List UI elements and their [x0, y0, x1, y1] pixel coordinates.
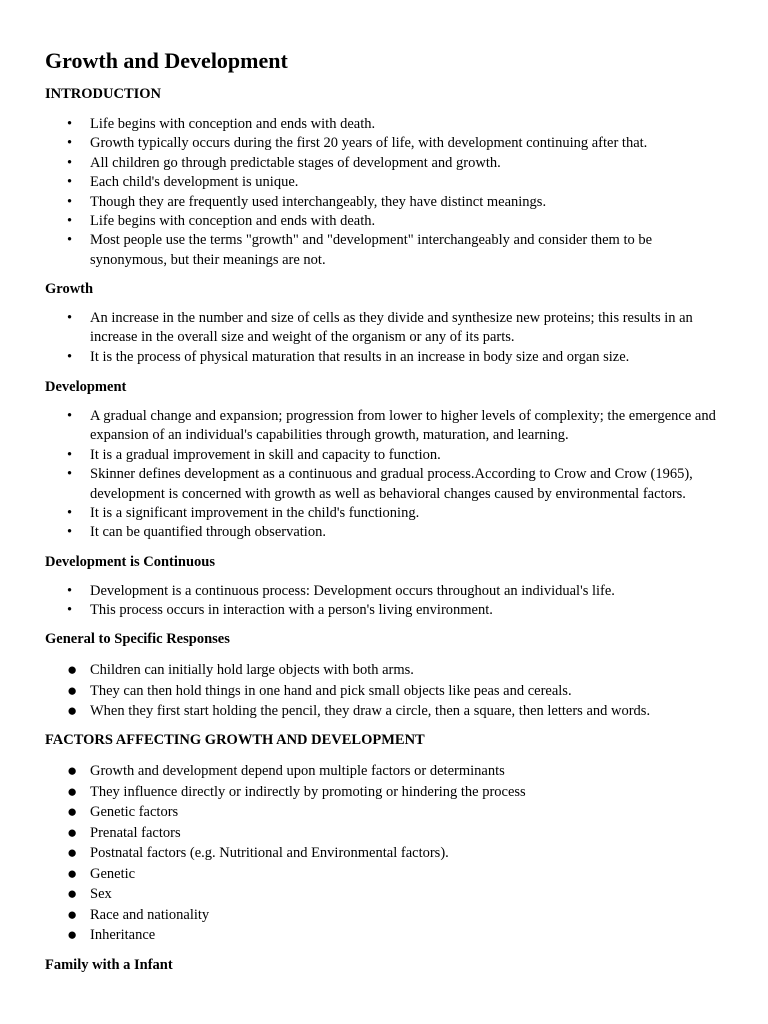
list-item: ● Genetic factors	[67, 802, 179, 821]
list-item: • It is a gradual improvement in skill and capacity to function.	[45, 446, 725, 465]
bullet-icon: •	[67, 583, 73, 599]
growth-list	[45, 309, 725, 367]
bullet-icon: ●	[67, 884, 78, 903]
page-title: Growth and Development	[45, 48, 288, 73]
list-item: ● Children can initially hold large objects with both arms.	[67, 660, 414, 679]
bullet-icon: ●	[67, 863, 78, 883]
bullet-icon: •	[67, 174, 73, 191]
list-item: ● Genetic	[67, 863, 136, 883]
bullet-icon: ●	[67, 680, 78, 700]
development-list	[45, 407, 725, 543]
bullet-icon: •	[67, 116, 73, 132]
bullet-icon: •	[67, 505, 73, 522]
list-item: ● Sex	[67, 884, 112, 903]
list-item: • Life begins with conception and ends with death.	[45, 212, 725, 231]
bullet-icon: •	[67, 213, 73, 230]
list-item: ● Race and nationality	[67, 904, 210, 924]
list-item: • Development is a continuous process: Development occurs throughout an individual's life.	[45, 582, 725, 601]
bullet-icon: ●	[67, 660, 78, 679]
list-item: ● Postnatal factors (e.g. Nutritional and Environmental factors).	[67, 843, 449, 862]
bullet-icon: •	[67, 408, 73, 424]
list-item: • Growth typically occurs during the first 20 years of life, with development continuing after that.	[45, 134, 725, 153]
list-item: • It can be quantified through observation.	[45, 523, 725, 542]
list-item: • Though they are frequently used interchangeably, they have distinct meanings.	[45, 193, 725, 212]
bullet-icon: •	[67, 446, 73, 463]
section-heading-development: Development	[45, 379, 127, 395]
list-item: • All children go through predictable stages of development and growth.	[45, 154, 725, 173]
bullet-icon: ●	[67, 822, 78, 842]
section-heading-family-infant: Family with a Infant	[45, 957, 173, 973]
list-item: ● When they first start holding the pencil, they draw a circle, then a square, then letters and words.	[67, 701, 651, 720]
list-item: • Life begins with conception and ends with death.	[45, 115, 725, 134]
bullet-icon: ●	[67, 701, 78, 720]
list-item: ● Inheritance	[67, 925, 156, 944]
general-to-specific-list	[45, 660, 725, 722]
bullet-icon: ●	[67, 843, 78, 862]
list-item: • Most people use the terms "growth" and "development" interchangeably and consider them to be synonymous, but their meanings are not.	[67, 232, 653, 268]
development-continuous-list	[45, 582, 725, 621]
section-heading-growth: Growth	[45, 281, 94, 297]
section-heading-general-to-specific: General to Specific Responses	[45, 631, 230, 647]
introduction-list	[45, 115, 725, 270]
section-heading-development-continuous: Development is Continuous	[45, 554, 215, 570]
list-item: • An increase in the number and size of cells as they divide and synthesize new proteins; this results in an increase in the overall size and weight of the organism or any of its parts.	[67, 310, 693, 346]
section-heading-introduction: INTRODUCTION	[45, 86, 162, 102]
list-item: • It is a significant improvement in the child's functioning.	[45, 504, 725, 523]
list-item: • Each child's development is unique.	[45, 173, 725, 192]
bullet-icon: •	[67, 232, 73, 249]
bullet-icon: •	[67, 348, 73, 365]
list-item: • It is the process of physical maturation that results in an increase in body size and organ size.	[45, 348, 725, 367]
bullet-icon: •	[67, 193, 73, 210]
bullet-icon: •	[67, 135, 73, 152]
factors-list	[45, 761, 725, 946]
list-item: ● Growth and development depend upon multiple factors or determinants	[67, 761, 505, 780]
list-item: • A gradual change and expansion; progression from lower to higher levels of complexity; the emergence and expansion of an individual's capabilities through growth, maturation, and learning.	[67, 408, 716, 444]
bullet-icon: ●	[67, 802, 78, 821]
bullet-icon: •	[67, 310, 73, 326]
list-item: • This process occurs in interaction with a person's living environment.	[45, 601, 725, 620]
list-item: ● They can then hold things in one hand and pick small objects like peas and cereals.	[67, 680, 572, 700]
list-item: ● They influence directly or indirectly by promoting or hindering the process	[67, 781, 526, 801]
bullet-icon: •	[67, 602, 73, 619]
bullet-icon: ●	[67, 904, 78, 924]
bullet-icon: ●	[67, 761, 78, 780]
bullet-icon: •	[67, 154, 73, 171]
list-item: • Skinner defines development as a continuous and gradual process.According to Crow and Crow (1965), development is concerned with growth as well as behavioral changes caused by environmental factors.	[67, 466, 693, 502]
bullet-icon: ●	[67, 781, 78, 801]
bullet-icon: ●	[67, 925, 78, 944]
list-item: ● Prenatal factors	[67, 822, 181, 842]
bullet-icon: •	[67, 466, 73, 483]
section-heading-factors: FACTORS AFFECTING GROWTH AND DEVELOPMENT	[45, 732, 425, 748]
bullet-icon: •	[67, 524, 73, 541]
